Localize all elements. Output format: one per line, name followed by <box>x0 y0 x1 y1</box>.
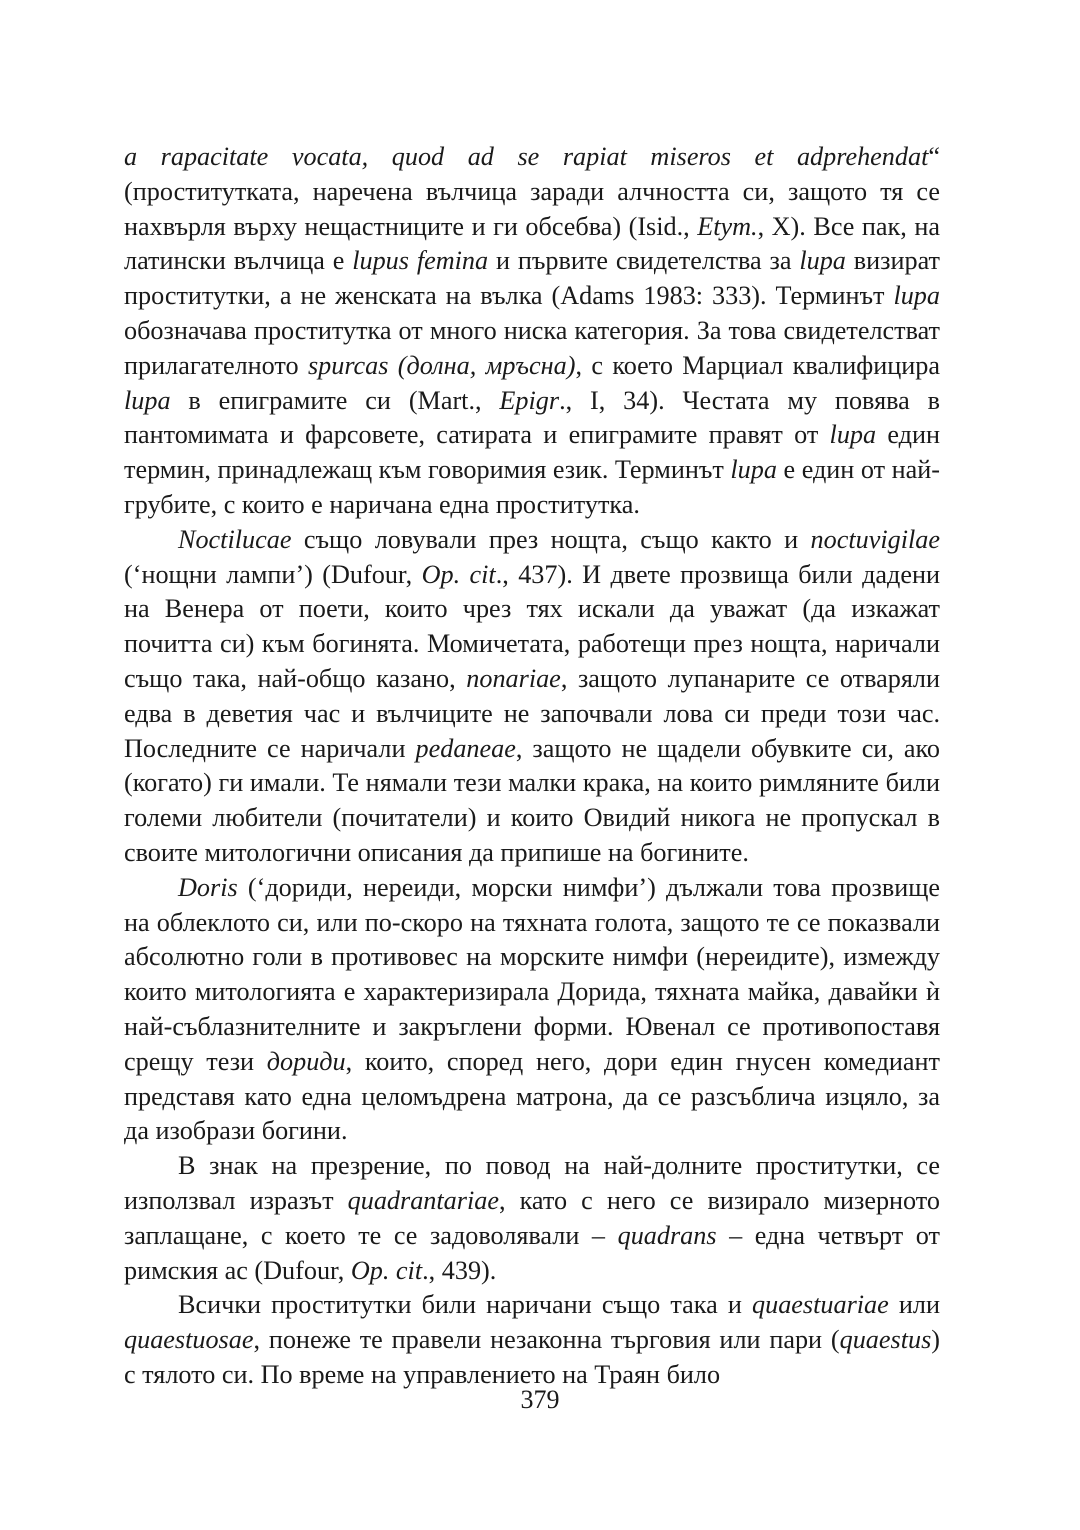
paragraph-2: Noctilucae също ловували през нощта, също както и noctuvigilae (‘нощни лампи’) (Dufour, Op. cit., 437). И двете прозвища били дадени на Венера от поети, които чрез тях искали да уважат (да изкажат почитта си) към богинята. Момичетата, работещи през нощта, наричали също така, най-общо казано, nonariae, защото лупанарите се отваряли едва в деветия час и вълчиците не започвали лова си преди този час. Последните се наричали pedaneae, защото не щадели обувките си, ако (когато) ги имали. Те нямали тези малки крака, на които римляните били големи любители (почитатели) и които Овидий никога не пропускал в своите митологични описания да припише на богините. <box>124 524 940 867</box>
paragraph-3: Doris (‘дориди, нереиди, морски нимфи’) дължали това прозвище на облеклото си, или по-скоро на тяхната голота, защото те се показвали абсолютно голи в противовес на морските нимфи (нереидите), измежду които митологията е характеризирала Дорида, тяхната майка, давайки ѝ най-съблазнителните и закръглени форми. Ювенал се противопоставя срещу тези дориди, които, според него, дори един гнусен комедиант представя като една целомъдрена матрона, да се разсъблича изцяло, за да изобрази богини. <box>124 872 940 1146</box>
paragraph-1: a rapacitate vocata, quod ad se rapiat miseros et adprehendat“ (проститутката, наречена вълчица заради алчността си, защото тя се нахвърля върху нещастниците и ги обсебва) (Isid., Etym., X). Все пак, на латински вълчица е lupus femina и първите свидетелства за lupa визират проститутки, а не женската на вълка (Adams 1983: 333). Терминът lupa обозначава проститутка от много ниска категория. За това свидетелстват прилагателното spurcas (долна, мръсна), с което Марциал квалифицира lupa в епиграмите си (Mart., Epigr., I, 34). Честата му повява в пантомимата и фарсовете, сатирата и епиграмите правят от lupa един термин, принадлежащ към говоримия език. Терминът lupa е един от най-грубите, с които е наричана една проститутка. <box>124 142 941 519</box>
page-body <box>124 140 940 1393</box>
paragraph-4: В знак на презрение, по повод на най-долните проститутки, се използвал изразът quadrantariae, като с него се визирало мизерното заплащане, с което те се задоволявали – quadrans – една четвърт от римския ас (Dufour, Op. cit., 439). <box>124 1151 940 1285</box>
page-number: 379 <box>520 1385 560 1414</box>
paragraph-5: Всички проститутки били наричани също така и quaestuariae или quaestuosae, понеже те правели незаконна търговия или пари (quaestus) с тялото си. По време на управлението на Траян било <box>124 1290 940 1389</box>
